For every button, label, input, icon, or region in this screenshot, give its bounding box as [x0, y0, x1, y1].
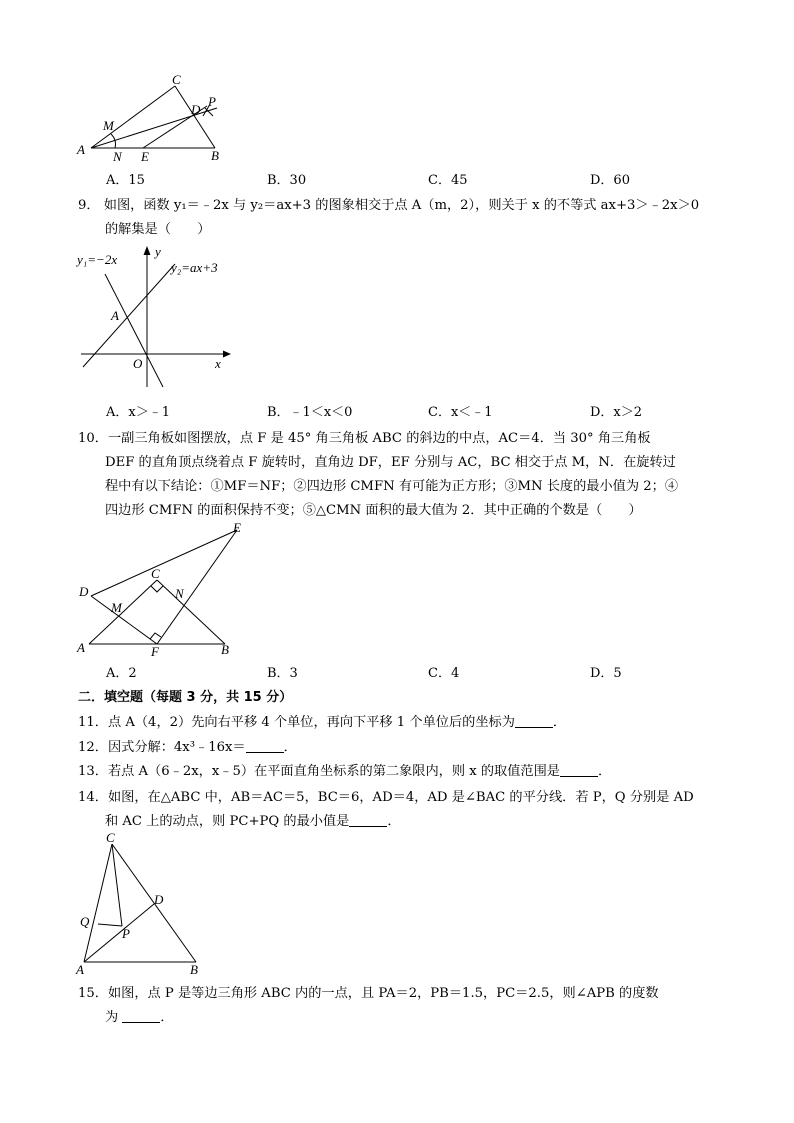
q8-label-D: D — [191, 102, 201, 117]
q10-option-b: B．3 — [267, 666, 298, 681]
q14-stem-line1: 14．如图，在△ABC 中，AB＝AC＝5，BC＝6，AD＝4，AD 是∠BAC 的平分线．若 P，Q 分别是 AD — [78, 790, 694, 805]
q9-option-a: A．x＞﹣1 — [106, 405, 170, 420]
q9-x-axis-label: x — [215, 356, 221, 371]
q9-y2-label: y₂=ax+3 — [171, 260, 218, 275]
q12-end: ． — [283, 740, 297, 755]
q12-answer-blank[interactable] — [246, 740, 284, 753]
q10-stem-line1: 10．一副三角板如图摆放，点 F 是 45° 角三角板 ABC 的斜边的中点，AC＝4．当 30° 角三角板 — [78, 431, 651, 446]
q15-text: 为 — [105, 1010, 119, 1025]
q8-option-d: D．60 — [590, 173, 630, 188]
q10-label-F: F — [151, 644, 159, 658]
q9-stem-line1: 9． 如图，函数 y₁＝﹣2x 与 y₂＝ax+3 的图象相交于点 A（m，2），则关于 x 的不等式 ax+3＞﹣2x＞0 — [78, 198, 700, 213]
q13-end: ． — [598, 764, 612, 779]
q8-label-N: N — [113, 149, 122, 164]
q8-label-A: A — [77, 142, 85, 157]
q9-option-b: B．﹣1＜x＜0 — [267, 405, 353, 420]
q9-stem-line2: 的解集是（ ） — [105, 222, 211, 237]
q9-y1-label: y₁=−2x — [77, 252, 118, 267]
q11-text: 11．点 A（4，2）先向右平移 4 个单位，再向下平移 1 个单位后的坐标为 — [78, 715, 515, 730]
q8-label-P: P — [208, 94, 216, 109]
q12-text: 12．因式分解：4x³﹣16x＝ — [78, 740, 246, 755]
q14-answer-blank[interactable] — [349, 814, 387, 827]
q8-figure — [75, 72, 235, 164]
q13-answer-blank[interactable] — [560, 764, 598, 777]
q14-label-C: C — [106, 832, 115, 845]
q8-option-c: C．45 — [428, 173, 468, 188]
q14-label-B: B — [190, 962, 198, 977]
q10-option-c: C．4 — [428, 666, 460, 681]
q8-label-E: E — [141, 149, 149, 164]
q10-label-C: C — [151, 566, 160, 581]
q14-end: ． — [387, 814, 401, 829]
q10-label-N: N — [175, 586, 184, 601]
section-title-fill-in: 二．填空题（每题 3 分，共 15 分） — [78, 690, 293, 705]
q14-label-D: D — [154, 892, 164, 907]
q10-label-M: M — [111, 600, 122, 615]
q10-option-d: D．5 — [590, 666, 622, 681]
q10-label-A: A — [77, 640, 85, 655]
q15-end: ． — [160, 1010, 174, 1025]
q14-label-A: A — [76, 962, 84, 977]
q8-option-a: A．15 — [106, 173, 145, 188]
q10-stem-line2: DEF 的直角顶点绕着点 F 旋转时，直角边 DF，EF 分别与 AC，BC 相交于点 M，N．在旋转过 — [105, 455, 676, 470]
q10-label-D: D — [79, 584, 89, 599]
q15-answer-blank[interactable] — [122, 1010, 160, 1023]
q10-stem-line4: 四边形 CMFN 的面积保持不变；⑤△CMN 面积的最大值为 2．其中正确的个数是（ ） — [105, 503, 642, 518]
q9-point-A: A — [111, 308, 119, 323]
q9-option-d: D．x＞2 — [590, 405, 643, 420]
q14-stem-line2 — [105, 810, 401, 829]
q10-figure — [75, 522, 255, 658]
q9-graph — [75, 242, 240, 392]
q11-answer-blank[interactable] — [515, 715, 553, 728]
q8-option-b: B．30 — [267, 173, 307, 188]
q12 — [78, 736, 297, 755]
q15-stem-line2 — [105, 1006, 174, 1025]
q13-text: 13．若点 A（6﹣2x，x﹣5）在平面直角坐标系的第二象限内，则 x 的取值范围是 — [78, 764, 560, 779]
q10-label-B: B — [221, 642, 229, 657]
q15-stem-line1: 15．如图，点 P 是等边三角形 ABC 内的一点，且 PA＝2，PB＝1.5，PC＝2.5，则∠APB 的度数 — [78, 986, 659, 1001]
q8-label-C: C — [172, 72, 181, 87]
q14-label-P: P — [122, 926, 130, 941]
q13 — [78, 760, 611, 779]
q8-label-M: M — [103, 118, 114, 133]
q14-label-Q: Q — [80, 914, 90, 929]
q10-stem-line3: 程中有以下结论：①MF＝NF；②四边形 CMFN 有可能为正方形；③MN 长度的最小值为 2；④ — [105, 479, 679, 494]
q8-label-B: B — [211, 148, 219, 163]
q9-origin-label: O — [133, 356, 143, 371]
q10-option-a: A．2 — [106, 666, 137, 681]
q14-figure — [72, 832, 212, 978]
q9-y-axis-label: y — [155, 244, 161, 259]
q11-end: ． — [552, 715, 567, 730]
q14-text: 和 AC 上的动点，则 PC+PQ 的最小值是 — [105, 814, 350, 829]
q9-option-c: C．x＜﹣1 — [428, 405, 493, 420]
q11 — [78, 711, 566, 730]
q10-label-E: E — [233, 522, 241, 535]
